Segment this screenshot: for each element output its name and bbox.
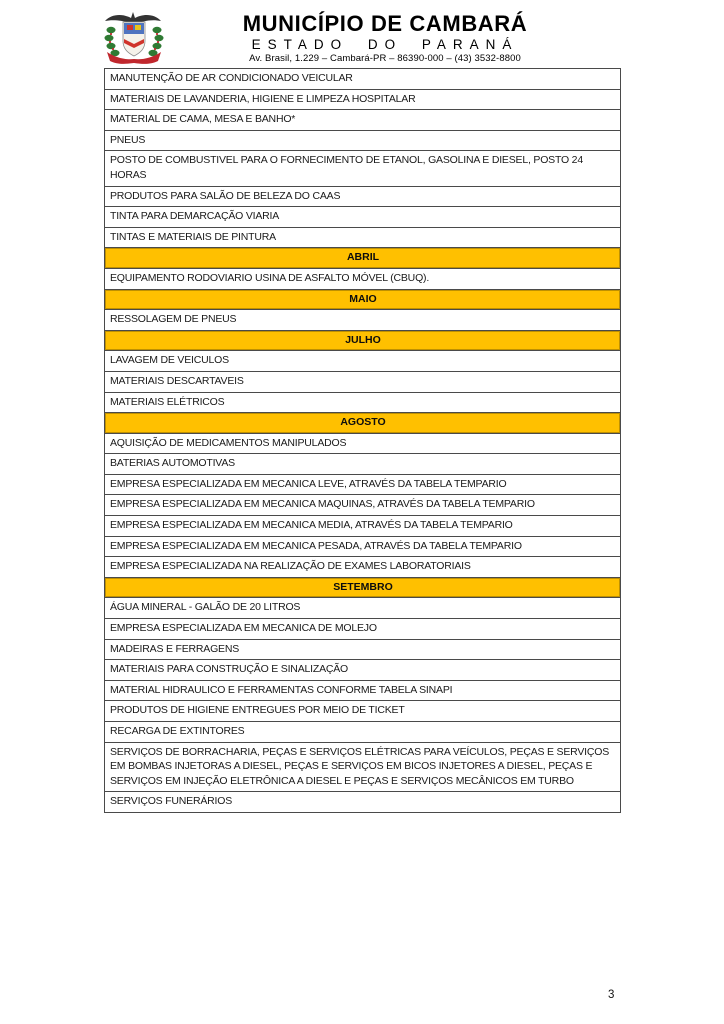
table-row: LAVAGEM DE VEICULOS (105, 351, 620, 372)
table-row: MADEIRAS E FERRAGENS (105, 640, 620, 661)
table-row: MATERIAIS ELÉTRICOS (105, 393, 620, 414)
table-row: PRODUTOS DE HIGIENE ENTREGUES POR MEIO DE TICKET (105, 701, 620, 722)
table-row: PRODUTOS PARA SALÃO DE BELEZA DO CAAS (105, 187, 620, 208)
table-row: EMPRESA ESPECIALIZADA EM MECANICA DE MOLEJO (105, 619, 620, 640)
table-row: BATERIAS AUTOMOTIVAS (105, 454, 620, 475)
page-number: 3 (608, 989, 615, 1001)
month-header-row: JULHO (105, 331, 620, 352)
municipality-coat-of-arms-logo (102, 8, 166, 68)
document-title: MUNICÍPIO DE CAMBARÁ (242, 11, 528, 36)
table-row: EMPRESA ESPECIALIZADA NA REALIZAÇÃO DE EXAMES LABORATORIAIS (105, 557, 620, 578)
document-subtitle: ESTADO DO PARANÁ (251, 37, 519, 52)
table-row: MATERIAL HIDRAULICO E FERRAMENTAS CONFORME TABELA SINAPI (105, 681, 620, 702)
procurement-table (104, 68, 621, 813)
table-row: SERVIÇOS DE BORRACHARIA, PEÇAS E SERVIÇOS ELÉTRICAS PARA VEÍCULOS, PEÇAS E SERVIÇOS EM BOMBAS INJETORAS A DIESEL, PEÇAS E SERVIÇOS EM BICOS INJETORES A DIESEL, PEÇAS E SERVIÇOS EM INJEÇÃO ELETRÔNICA A DIESEL E PEÇAS E SERVIÇOS MECÂNICOS EM TURBO (105, 743, 620, 793)
document-address: Av. Brasil, 1.229 – Cambará-PR – 86390-000 – (43) 3532-8800 (249, 53, 521, 64)
month-header-row: ABRIL (105, 248, 620, 269)
table-row: PNEUS (105, 131, 620, 152)
table-row: ÁGUA MINERAL - GALÃO DE 20 LITROS (105, 598, 620, 619)
table-row: TINTAS E MATERIAIS DE PINTURA (105, 228, 620, 249)
month-header-row: SETEMBRO (105, 578, 620, 599)
table-row: MATERIAIS PARA CONSTRUÇÃO E SINALIZAÇÃO (105, 660, 620, 681)
table-row: AQUISIÇÃO DE MEDICAMENTOS MANIPULADOS (105, 434, 620, 455)
month-header-row: MAIO (105, 290, 620, 311)
table-row: RECARGA DE EXTINTORES (105, 722, 620, 743)
table-row: POSTO DE COMBUSTIVEL PARA O FORNECIMENTO DE ETANOL, GASOLINA E DIESEL, POSTO 24 HORAS (105, 151, 620, 186)
table-row: MATERIAL DE CAMA, MESA E BANHO* (105, 110, 620, 131)
table-row: TINTA PARA DEMARCAÇÃO VIARIA (105, 207, 620, 228)
table-row: RESSOLAGEM DE PNEUS (105, 310, 620, 331)
table-row: EMPRESA ESPECIALIZADA EM MECANICA LEVE, ATRAVÉS DA TABELA TEMPARIO (105, 475, 620, 496)
table-row: MANUTENÇÃO DE AR CONDICIONADO VEICULAR (105, 69, 620, 90)
letterhead (175, 11, 595, 65)
month-header-row: AGOSTO (105, 413, 620, 434)
table-row: SERVIÇOS FUNERÁRIOS (110, 795, 233, 808)
table-row: EMPRESA ESPECIALIZADA EM MECANICA MAQUINAS, ATRAVÉS DA TABELA TEMPARIO (105, 495, 620, 516)
table-row: EMPRESA ESPECIALIZADA EM MECANICA PESADA, ATRAVÉS DA TABELA TEMPARIO (105, 537, 620, 558)
table-row: EMPRESA ESPECIALIZADA EM MECANICA MEDIA, ATRAVÉS DA TABELA TEMPARIO (105, 516, 620, 537)
table-row: MATERIAIS DESCARTAVEIS (105, 372, 620, 393)
table-row: MATERIAIS DE LAVANDERIA, HIGIENE E LIMPEZA HOSPITALAR (105, 90, 620, 111)
table-row: EQUIPAMENTO RODOVIARIO USINA DE ASFALTO MÓVEL (CBUQ). (105, 269, 620, 290)
